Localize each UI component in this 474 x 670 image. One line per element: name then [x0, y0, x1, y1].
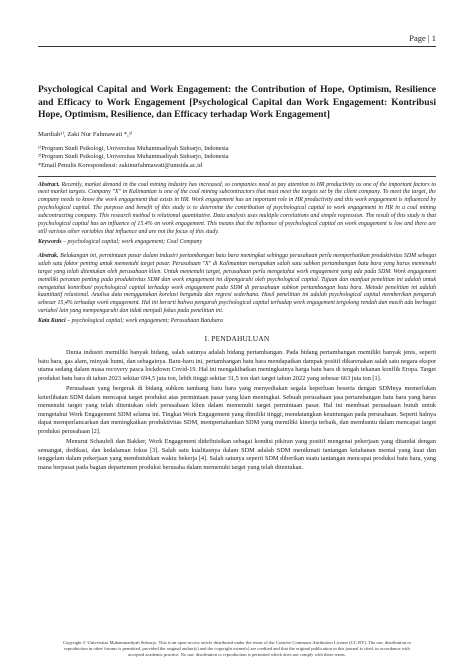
abstract-en	[38, 182, 436, 237]
paragraph-2: Perusahaan yang bergerak di bidang subkon tambang batu bara yang menyediakan segala keperluan beserta dengan SDMnya memerlukan keterlibatan SDM dalam mencapai target produksi atas permintaan pasar yang kian meningkat. Sebuah perusahaan jasa pertambangan batu bara yang harus memenuhi target yang telah ditentukan oleh perusahaan klien dalam memenuhi target permintaan pasar. Hal ini membuat perusahaan butuh untuk mengetahui Work Engagement SDM selama ini. Tingkat Work Engagement yang dimiliki tinggi, mendatangkan keuntungan pada perusahaan. Seperti halnya dapat memperlancarkan dan meningkatkan produktivitas SDM, mempertahankan SDM yang memiliki kinerja terbaik, dan membantu dalam mencapai target produksi perusahaan [2].	[38, 385, 436, 435]
article-content	[38, 84, 436, 474]
keywords-en	[38, 239, 436, 245]
abstract-en-text: Recently, market demand in the coal mining industry has increased, so companies need to pay attention to HR productivity as one of the important factors to meet market targets. Company "X" in Kalimantan is one of the coal mining subcontractors that must meet the targets set by the client company. To meet the target, the company needs to know the work engagement that exists in HR. Work engagement has an important role in HR productivity and this work engagement is influenced by psychological capital. The purpose and benefit of this study is to determine the contribution of psychological capital to work engagement in HR in a coal mining subcontracting company. This research method is relational quantitative. Data analysis uses multiple correlations and simple regression. The result of this study is that psychological capital has an influence of 15.4% on work engagement. This means that the influence of psychological capital on work engagement is low and there are still various other variables that influence and are not the focus of this study.	[38, 181, 436, 235]
keywords-en-label: Keywords	[38, 238, 62, 245]
article-title: Psychological Capital and Work Engagement: the Contribution of Hope, Optimism, Resilience and Efficacy to Work Engagement [Psychological Capital dan Work Engagement: Kontribusi Hope, Optimism, Resilience, dan Efficacy terhadap Work Engagement]	[38, 84, 436, 121]
divider	[38, 176, 436, 177]
affiliation-2: ²⁾Program Studi Psikologi, Universitas Muhammadiyah Sidoarjo, Indonesia	[38, 153, 229, 161]
author-list: Mardiah¹⁾, Zaki Nur Fahmawati *,²⁾	[38, 130, 133, 138]
affiliation-1: ¹⁾Program Studi Psikologi, Universitas Muhammadiyah Sidoarjo, Indonesia	[38, 144, 229, 152]
paragraph-1: Dunia industri memiliki banyak bidang, salah satunya adalah bidang pertambangan. Pada bidang pertambangan memiliki banyak jenis, seperti batu bara, gas alam, minyak bumi, dan sebagainya. Baru-baru ini, pertambangan batu bara mendapatkan dampak positif dikarenakan salah satu negara ekspor utama sedang dalam masa recovery pasca lockdown Covid-19. Hal ini mengakibatkan meningkatnya harga batu bara di tengah tekanan konflik Eropa. Target produksi batu bara di tahun 2023 sekitar 694,5 juta ton, lebih tinggi sekitar 31,5 ton dari target tahun 2022 yang sebesar 663 juta ton [1].	[38, 349, 436, 382]
page-number: Page | 1	[409, 33, 436, 43]
keywords-id	[38, 318, 436, 324]
keywords-id-label: Kata Kunci	[38, 318, 66, 325]
abstract-id	[38, 253, 436, 316]
corresponding-email: *Email Penulis Korespondensi: zakinurfahmawati@umsida.ac.id	[38, 161, 203, 169]
abstract-id-text: Belakangan ini, permintaan pasar dalam industri pertambangan batu bara meningkat sehingga perusahaan perlu memperhatikan produktivitas SDM sebagai salah satu faktor penting untuk memenuhi target pasar. Perusahaan "X" di Kalimantan merupakan salah satu subkon pertambangan batu bara yang harus memenuhi target yang telah ditentukan oleh perusahaan klien. Untuk memenuhi target, perusahaan perlu mengetahui work engagement yang ada pada SDM. Work engagement memiliki peranan penting pada produktivitas SDM dan work engagement ini dipengaruhi oleh psychological capital. Tujuan dan manfaat penelitian ini adalah untuk mengetahui kontribusi psychological capital terhadap work engagement pada SDM di perusahaan subkon pertambangan batu bara. Metode penelitian ini adalah kuantitatif relasional. Analisa data menggunakan korelasi berganda dan regresi sederhana. Hasil penelitian ini adalah psychological capital memberikan pengaruh sebesar 15,4% terhadap work engagement. Hal ini berarti bahwa pengaruh psychological capital terhadap work engagement tergolong rendah dan masih ada berbagai variabel lain yang mempengaruhi dan tidak menjadi fokus pada penelitian ini.	[38, 252, 436, 315]
body-text	[38, 349, 436, 472]
keywords-id-text: – psychological capital; work engagement; Perusahaan Batubara	[65, 318, 223, 325]
section-heading: I. PENDAHULUAN	[204, 334, 270, 344]
header-divider	[38, 46, 436, 47]
keywords-en-text: – psychological capital; work engagement; Coal Company	[61, 238, 203, 245]
abstract-en-label: Abstract.	[38, 181, 60, 188]
affiliations	[38, 145, 436, 171]
abstract-id-label: Abstrak.	[38, 252, 59, 259]
copyright-footer: Copyright © Universitas Muhammadiyah Sidoarjo. This is an open-access article distributed under the terms of the Creative Commons Attribution License (CC BY). The use, distribution or reproduction in other forums is permitted, provided the original author(s) and the copyright owner(s) are credited and that the original publication in this journal is cited, in accordance with accepted academic practice. No use, distribution or reproduction is permitted which does not comply with these terms.	[62, 640, 412, 657]
paragraph-3: Menurut Schaufeli dan Bakker, Work Engagement didefinisikan sebagai kondisi pikiran yang positif mengenai pekerjaan yang ditandai dengan semangat, dedikasi, dan kedalaman fokus [3]. Salah satu kualitasnya dalam SDM adalah SDM menikmati tantangan ketahanan mental yang kuat dan tenggelam dalam pekerjaan yang membutuhkan waktu bekerja [4]. Salah satunya seperti SDM diberikan suatu tantangan mencapai produksi batu bara, yang mana berpusat pada bagian departemen produksi berusaha dalam memenuhi target yang telah ditentukan.	[38, 438, 436, 471]
